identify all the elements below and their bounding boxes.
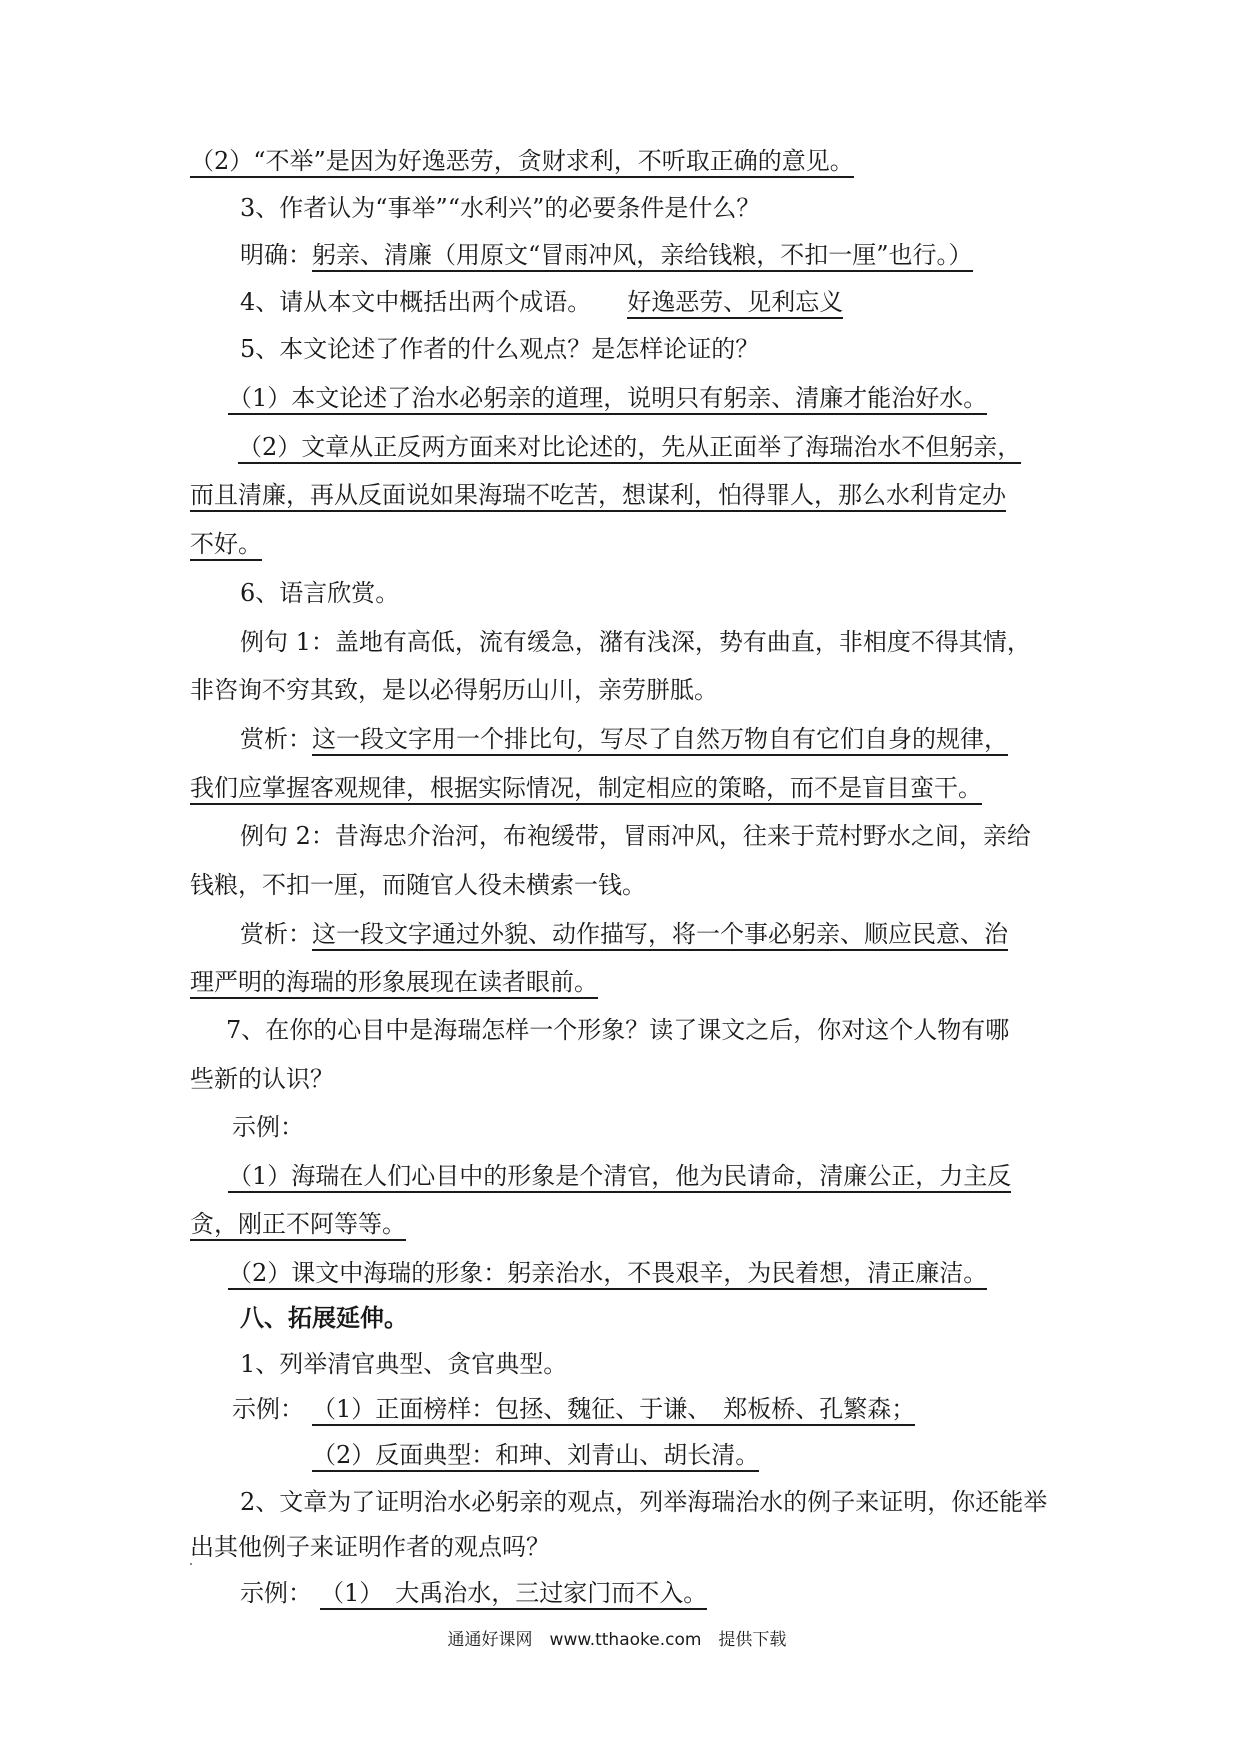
example-1: 例句 1：盖地有高低，流有缓急，潴有浅深，势有曲直，非相度不得其情， bbox=[240, 628, 1031, 656]
underlined-answer: 而且清廉，再从反面说如果海瑞不吃苦，想谋利，怕得罪人，那么水利肯定办 bbox=[190, 481, 1006, 512]
question-6: 6、语言欣赏。 bbox=[240, 579, 400, 607]
underlined-answer: （2）文章从正反两方面来对比论述的，先从正面举了海瑞治水不但躬亲， bbox=[238, 433, 1021, 464]
footer-source: 通通好课网 www.tthaoke.com 提供下载 bbox=[447, 1630, 787, 1650]
underlined-answer: （1） 大禹治水，三过家门而不入。 bbox=[320, 1579, 707, 1610]
answer-line-1 bbox=[190, 144, 854, 178]
answer-7-1 bbox=[228, 1159, 1011, 1193]
example-2: 例句 2：昔海忠介治河，布袍缓带，冒雨冲风，往来于荒村野水之间，亲给 bbox=[240, 822, 1031, 850]
example-1-cont: 非咨询不穷其致，是以必得躬历山川，亲劳胼胝。 bbox=[190, 676, 718, 704]
underlined-answer: 贪，刚正不阿等等。 bbox=[190, 1210, 406, 1241]
question-text: 4、请从本文中概括出两个成语。 bbox=[240, 288, 592, 316]
extension-answer-1-1 bbox=[232, 1392, 915, 1426]
underlined-answer: （2）课文中海瑞的形象：躬亲治水，不畏艰辛，为民着想，清正廉洁。 bbox=[228, 1259, 987, 1290]
answer-label: 赏析： bbox=[240, 725, 312, 753]
question-4 bbox=[240, 285, 843, 319]
answer-5-2-end bbox=[190, 527, 262, 561]
answer-label: 赏析： bbox=[240, 920, 312, 948]
underlined-answer: 这一段文字通过外貌、动作描写，将一个事必躬亲、顺应民意、治 bbox=[312, 920, 1008, 951]
section-heading: 八、拓展延伸。 bbox=[240, 1303, 408, 1332]
question-7-cont: 些新的认识？ bbox=[190, 1065, 334, 1093]
answer-7-2 bbox=[228, 1256, 987, 1290]
appreciation-2 bbox=[240, 917, 1008, 951]
answer-5-2 bbox=[238, 430, 1021, 464]
answer-5-1 bbox=[228, 381, 987, 415]
question-3: 3、作者认为“事举”“水利兴”的必要条件是什么？ bbox=[240, 194, 761, 222]
underlined-answer: （1）海瑞在人们心目中的形象是个清官，他为民请命，清廉公正，力主反 bbox=[228, 1162, 1011, 1193]
underlined-answer: 躬亲、清廉（用原文“冒雨冲风，亲给钱粮，不扣一厘”也行。） bbox=[312, 241, 973, 272]
example-label: 示例： bbox=[232, 1113, 304, 1141]
extension-question-1: 1、列举清官典型、贪官典型。 bbox=[240, 1350, 568, 1378]
answer-3 bbox=[240, 238, 973, 272]
underlined-answer: 好逸恶劳、见利忘义 bbox=[627, 288, 843, 319]
appreciation-1 bbox=[240, 722, 1008, 756]
appreciation-2-cont bbox=[190, 965, 598, 999]
extension-answer-2-1 bbox=[240, 1576, 707, 1610]
question-5: 5、本文论述了作者的什么观点？是怎样论证的？ bbox=[240, 335, 760, 363]
underlined-answer: （2）反面典型：和珅、刘青山、胡长清。 bbox=[312, 1441, 759, 1472]
answer-label: 示例： bbox=[240, 1579, 312, 1607]
answer-7-1-cont bbox=[190, 1207, 406, 1241]
underlined-answer: 理严明的海瑞的形象展现在读者眼前。 bbox=[190, 968, 598, 999]
underlined-answer: 我们应掌握客观规律，根据实际情况，制定相应的策略，而不是盲目蛮干。 bbox=[190, 774, 982, 805]
question-7: 7、在你的心目中是海瑞怎样一个形象？读了课文之后，你对这个人物有哪 bbox=[226, 1016, 1010, 1044]
underlined-answer: 这一段文字用一个排比句，写尽了自然万物自有它们自身的规律， bbox=[312, 725, 1008, 756]
extension-answer-1-2 bbox=[312, 1438, 759, 1472]
underlined-answer: （2）“不举”是因为好逸恶劳，贪财求利，不听取正确的意见。 bbox=[190, 147, 854, 178]
answer-label: 示例： bbox=[232, 1395, 304, 1423]
scan-speck bbox=[190, 1563, 192, 1565]
example-2-cont: 钱粮，不扣一厘，而随官人役未横索一钱。 bbox=[190, 871, 646, 899]
underlined-answer: （1）本文论述了治水必躬亲的道理，说明只有躬亲、清廉才能治好水。 bbox=[228, 384, 987, 415]
underlined-answer: 不好。 bbox=[190, 530, 262, 561]
extension-question-2-cont: 出其他例子来证明作者的观点吗？ bbox=[190, 1533, 550, 1561]
appreciation-1-cont bbox=[190, 771, 982, 805]
underlined-answer: （1）正面榜样：包拯、魏征、于谦、 郑板桥、孔繁森； bbox=[312, 1395, 915, 1426]
extension-question-2: 2、文章为了证明治水必躬亲的观点，列举海瑞治水的例子来证明，你还能举 bbox=[240, 1488, 1048, 1516]
answer-label: 明确： bbox=[240, 241, 312, 269]
answer-5-2-cont bbox=[190, 478, 1006, 512]
